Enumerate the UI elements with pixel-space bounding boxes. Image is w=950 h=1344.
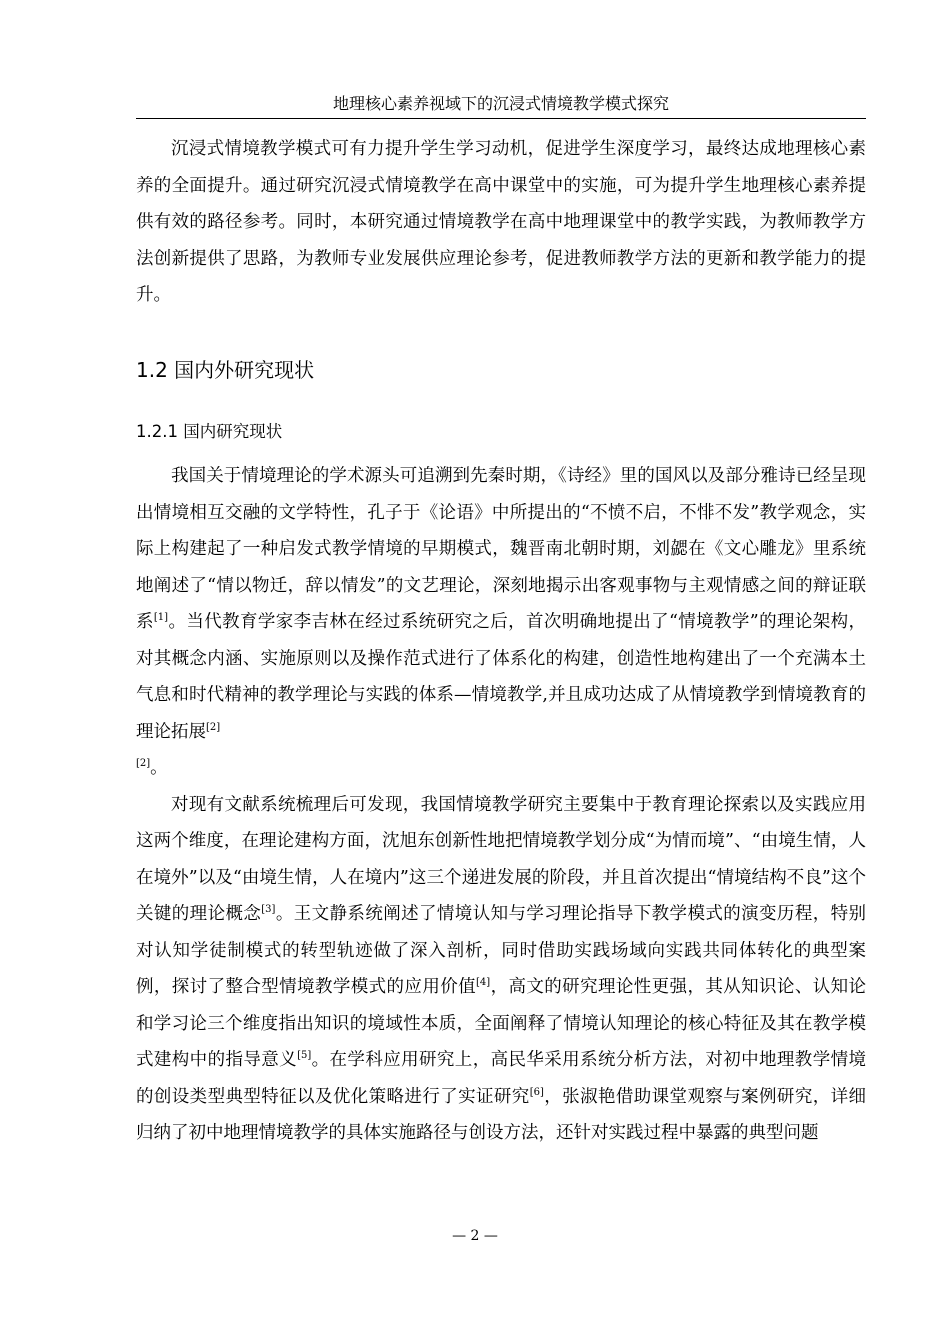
body-section xyxy=(136,458,866,1152)
paragraph-text: 。当代教育学家李吉林在经过系统研究之后，首次明确地提出了“情境教学”的理论架构，对其概念内涵、实施原则以及操作范式进行了体系化的构建，创造性地构建出了一个充满本土气息和时代精神的教学理论与实践的体系—情境教学,并且成功达成了从情境教学到情境教育的理论拓展 xyxy=(136,612,867,742)
citation-6: [6] xyxy=(529,1086,544,1098)
citation-4: [4] xyxy=(476,977,491,989)
citation-5: [5] xyxy=(297,1050,312,1062)
intro-section xyxy=(136,131,866,314)
citation-2-repeat: [2] xyxy=(136,758,151,770)
paragraph-text: 我国关于情境理论的学术源头可追溯到先秦时期，《诗经》里的国风以及部分雅诗已经呈现出情境相互交融的文学特性，孔子于《论语》中所提出的“不愤不启，不悱不发”教学观念，实际上构建起了一种启发式教学情境的早期模式，魏晋南北朝时期，刘勰在《文心雕龙》里系统地阐述了“情以物迁，辞以情发”的文艺理论，深刻地揭示出客观事物与主观情感之间的辩证联系 xyxy=(136,466,866,632)
paragraph-text: 。在学科应用研究上，高民华采用系统分析方法，对初中地理教学情境的创设类型典型特征以及优化策略进行了实证研究 xyxy=(136,1050,866,1107)
paragraph-1 xyxy=(136,458,866,787)
citation-1: [1] xyxy=(153,612,169,624)
paragraph-2 xyxy=(136,787,866,1152)
intro-paragraph: 沉浸式情境教学模式可有力提升学生学习动机，促进学生深度学习，最终达成地理核心素养的全面提升。通过研究沉浸式情境教学在高中课堂中的实施，可为提升学生地理核心素养提供有效的路径参考。同时，本研究通过情境教学在高中地理课堂中的教学实践，为教师教学方法创新提供了思路，为教师专业发展供应理论参考，促进教师教学方法的更新和教学能力的提升。 xyxy=(136,139,866,305)
running-header: 地理核心素养视域下的沉浸式情境教学模式探究 xyxy=(136,92,866,119)
paragraph-text: 。王文静系统阐述了情境认知与学习理论指导下教学模式的演变历程，特别对认知学徒制模式的转型轨迹做了深入剖析，同时借助实践场域向实践共同体转化的典型案例，探讨了整合型情境教学模式的应用价值 xyxy=(136,904,867,997)
paragraph-text: 对现有文献系统梳理后可发现，我国情境教学研究主要集中于教育理论探索以及实践应用这两个维度，在理论建构方面，沈旭东创新性地把情境教学划分成“为情而境”、“由境生情，人在境外”以及“由境生情，人在境内”这三个递进发展的阶段，并且首次提出“情境结构不良”这个关键的理论概念 xyxy=(136,794,866,924)
page-number: — 2 — xyxy=(452,1228,498,1244)
paragraph-text: ，高文的研究理论性更强，其从知识论、认知论和学习论三个维度指出知识的境域性本质，全面阐释了情境认知理论的核心特征及其在教学模式建构中的指导意义 xyxy=(136,977,867,1070)
citation-3: [3] xyxy=(261,904,276,916)
citation-2: [2] xyxy=(206,721,221,733)
subsection-heading: 1.2.1 国内研究现状 xyxy=(136,422,283,441)
paragraph-text: ，张淑艳借助课堂观察与案例研究，详细归纳了初中地理情境教学的具体实施路径与创设方法，还针对实践过程中暴露的典型问题 xyxy=(136,1086,867,1143)
section-heading: 1.2 国内外研究现状 xyxy=(136,358,315,382)
paragraph-text: 。 xyxy=(150,758,168,778)
